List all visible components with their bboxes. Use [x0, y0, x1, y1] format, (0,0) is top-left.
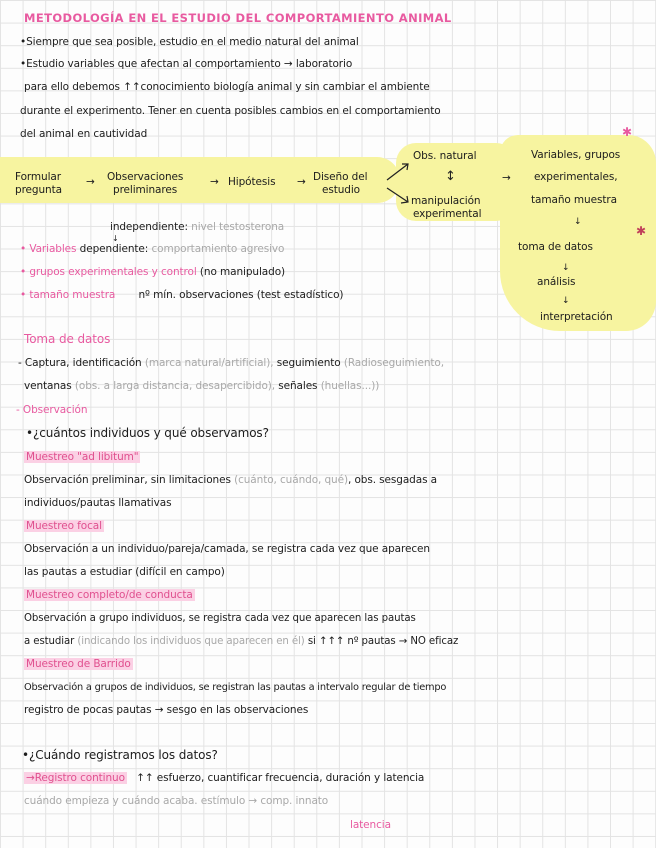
- capture-note: (marca natural/artificial),: [144, 357, 274, 369]
- capture-note: (huellas...)): [320, 380, 380, 392]
- arrow-right-icon: →: [502, 172, 511, 184]
- capture-text: - Captura, identificación: [18, 357, 142, 369]
- method-text: individuos/pautas llamativas: [24, 497, 172, 509]
- var-indep-value: nivel testosterona: [191, 221, 285, 233]
- flow-highlight-right: [500, 135, 656, 331]
- intro-line: durante el experimento. Tener en cuenta posibles cambios en el comportamiento: [20, 105, 441, 117]
- method-text-a: a estudiar: [24, 636, 75, 647]
- updown-arrow-icon: ↕: [445, 169, 456, 184]
- method-text: Observación a grupo individuos, se registra cada vez que aparecen las pautas: [24, 613, 416, 624]
- var-bullet-label: • tamaño muestra: [20, 289, 116, 301]
- method-text: registro de pocas pautas → sesgo en las observaciones: [24, 704, 309, 716]
- capture-text: ventanas: [24, 380, 72, 392]
- var-bullet-note: (no manipulado): [199, 266, 286, 278]
- method-title-text: Muestreo de Barrido: [26, 658, 131, 670]
- observacion-heading: - Observación: [16, 404, 88, 416]
- latencia-label: latencia: [350, 819, 391, 831]
- method-text: Observación a un individuo/pareja/camada, se registra cada vez que aparecen: [24, 543, 430, 555]
- registro-title: →Registro continuo: [26, 772, 125, 784]
- var-dep-value: comportamiento agresivo: [151, 243, 285, 255]
- capture-text: seguimiento: [276, 357, 341, 369]
- var-dep-label: dependiente:: [79, 243, 149, 255]
- capture-note: (obs. a larga distancia, desapercibido),: [74, 380, 276, 392]
- method-title-text: Muestreo focal: [26, 520, 102, 532]
- registro-text: estímulo → comp. innato: [200, 795, 329, 807]
- method-title-text: Muestreo "ad libitum": [26, 451, 139, 463]
- intro-line: •Siempre que sea posible, estudio en el medio natural del animal: [20, 36, 359, 48]
- arrow-right-icon: →: [210, 176, 219, 188]
- registro-line: [24, 772, 424, 785]
- arrow-down-icon: ↓: [112, 234, 119, 243]
- method-text-c: , obs. sesgadas a: [347, 474, 438, 486]
- var-bullet-1: [20, 243, 284, 256]
- question: •¿Cuándo registramos los datos?: [22, 748, 218, 762]
- flow-interpretacion: interpretación: [540, 311, 613, 323]
- method-title: [24, 520, 104, 533]
- capture-line: [18, 357, 444, 370]
- flow-formular: pregunta: [15, 184, 62, 196]
- arrow-down-icon: ↓: [574, 217, 582, 227]
- flow-manipulacion: manipulación: [411, 195, 481, 207]
- var-bullet-3: [20, 289, 343, 302]
- arrow-right-icon: →: [86, 176, 95, 188]
- flow-diseno: estudio: [322, 184, 361, 196]
- var-bullet-note: nº mín. observaciones (test estadístico): [138, 289, 344, 301]
- method-text-note: (difícil en campo): [135, 566, 225, 578]
- method-text-a: las pautas a estudiar: [24, 566, 132, 578]
- method-text-c: si ↑↑↑ nº pautas → NO eficaz: [307, 636, 459, 647]
- method-text: Observación a grupos de individuos, se registran las pautas a intervalo regular de tiempo: [24, 682, 447, 693]
- method-title: [24, 658, 133, 671]
- var-indep-label: independiente:: [110, 221, 188, 233]
- flow-analisis: análisis: [537, 276, 576, 288]
- intro-line: del animal en cautividad: [20, 128, 148, 140]
- method-title: [24, 451, 140, 464]
- capture-text: señales: [278, 380, 318, 392]
- flow-variables: Variables, grupos: [531, 149, 621, 161]
- arrow-right-icon: →: [297, 176, 306, 188]
- flow-variables: experimentales,: [534, 171, 618, 183]
- method-text-note: (indicando los individuos que aparecen en él): [77, 636, 305, 647]
- registro-text: cuándo empieza y cuándo acaba.: [24, 795, 198, 807]
- var-independiente: [110, 221, 284, 234]
- flow-observaciones: preliminares: [113, 184, 178, 196]
- intro-line: •Estudio variables que afectan al comportamiento → laboratorio: [20, 58, 353, 70]
- flow-observaciones: Observaciones: [107, 171, 184, 183]
- star-icon: ✱: [622, 125, 633, 139]
- method-text-note: (cuánto, cuándo, qué): [234, 474, 348, 486]
- var-bullet-label: • Variables: [20, 243, 77, 255]
- method-text-a: Observación preliminar, sin limitaciones: [24, 474, 231, 486]
- branch-arrows: [384, 160, 414, 208]
- method-text: [24, 474, 437, 487]
- method-title: [24, 589, 195, 602]
- var-bullet-2: [20, 266, 285, 279]
- arrow-down-icon: ↓: [562, 263, 570, 273]
- flow-obs-natural: Obs. natural: [413, 150, 477, 162]
- registro-text: ↑↑ esfuerzo, cuantificar frecuencia, duración y latencia: [136, 772, 425, 784]
- capture-note: (Radioseguimiento,: [343, 357, 444, 369]
- method-text: [24, 635, 458, 648]
- flow-hipotesis: Hipótesis: [228, 176, 276, 188]
- capture-line: [24, 380, 379, 393]
- method-text: [24, 566, 225, 579]
- flow-manipulacion: experimental: [413, 208, 482, 220]
- flow-diseno: Diseño del: [313, 171, 368, 183]
- intro-line: para ello debemos ↑↑conocimiento biología animal y sin cambiar el ambiente: [24, 81, 430, 93]
- page-title: METODOLOGÍA EN EL ESTUDIO DEL COMPORTAMIENTO ANIMAL: [24, 11, 452, 25]
- question: •¿cuántos individuos y qué observamos?: [26, 426, 269, 440]
- registro-line: [24, 795, 328, 808]
- flow-formular: Formular: [15, 171, 61, 183]
- var-bullet-label: • grupos experimentales y control: [20, 266, 197, 278]
- flow-toma: toma de datos: [518, 241, 593, 253]
- flow-variables: tamaño muestra: [531, 194, 617, 206]
- section-heading: Toma de datos: [24, 332, 111, 346]
- method-title-text: Muestreo completo/de conducta: [26, 589, 193, 601]
- star-icon: ✱: [636, 224, 647, 238]
- arrow-down-icon: ↓: [562, 296, 570, 306]
